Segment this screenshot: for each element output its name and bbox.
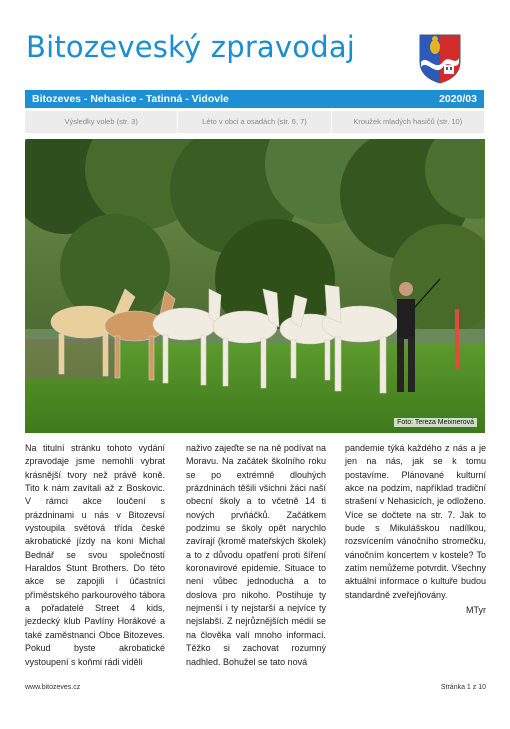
article-text: pandemie týká každého z nás a je jen na nás, jak se k tomu postavíme. Plánované kulturní akce na podzim, například tradiční strašení v Nehasicích, je odloženo. Více se dočtete na str. 7. Jak to bude s Mikulášskou nadílkou, rozsvícením vánočního stromečku, vánočním koncertem v kostele? To zatím nemůžeme potvrdit. Všechny aktuální informace o kultuře budou standardně zveřejňovány. [345,443,486,600]
municipal-crest-icon [417,32,463,84]
newsletter-title: Bitozeveský zpravodaj [26,30,356,64]
footer-page-number: Stránka 1 z 10 [440,684,486,691]
issue-number: 2020/03 [439,93,477,105]
toc-item[interactable]: Kroužek mladých hasičů (str. 10) [353,117,463,126]
article-text: naživo zajeďte se na ně podívat na Moravu. Na začátek školního roku se po extrémně dlouhých prázdninách těšili všichni žáci naší obecní školy a to včetně 14 ti nových prvňáčků. Začátkem podzimu se školy opět narychlo zavírají (kromě mateřských školek) a to z důvodu opatření proti šíření koronavirové epidemie. Situace to není vůbec jednoduchá a to doslova pro nikoho. Postihuje ty nejmenší i ty nejstarší a nejvíce ty nejslabší. Z nejrůznějších médií se na člověka valí mnoho informací. Těžko si zachovat rozumný nadhled. Bohužel se tato nová [186,443,326,667]
author-signature: MTyr [466,605,486,616]
article-column-3 [345,442,486,617]
photo-caption: Foto: Tereza Meixnerová [394,418,477,427]
footer-website[interactable]: www.bitozeves.cz [25,684,81,691]
header-bar [25,90,484,108]
toc-item[interactable]: Výsledky voleb (str. 3) [25,111,178,133]
article-text: Na titulní stránku tohoto vydání zpravodaje jsme nemohli vybrat krásnější tvory než právě koně. Tito k nám zavítali až z Boskovic. V rámci akce loučení s prázdninami u nás v Bitozevsí vystoupila světová třída české akrobatické jízdy na koni Michal Bednář se svou společností Haraldos Stunt Brothers. Do této akce se zapojili i účastníci příměstského parkourového tábora a pořadatelé Street 4 kids, jezdecký klub Pavlíny Horákové a také zaměstnanci Obce Bitozeves. Pokud byste akrobatické vystoupení s koňmi rádi viděli [25,443,165,667]
article-column-2 [186,442,326,669]
article-column-1 [25,442,165,669]
cover-photo [25,139,485,433]
villages-label: Bitozeves - Nehasice - Tatinná - Vidovle [32,93,229,105]
table-of-contents [25,111,484,133]
toc-item[interactable]: Léto v obci a osadách (str. 6, 7) [178,111,331,133]
